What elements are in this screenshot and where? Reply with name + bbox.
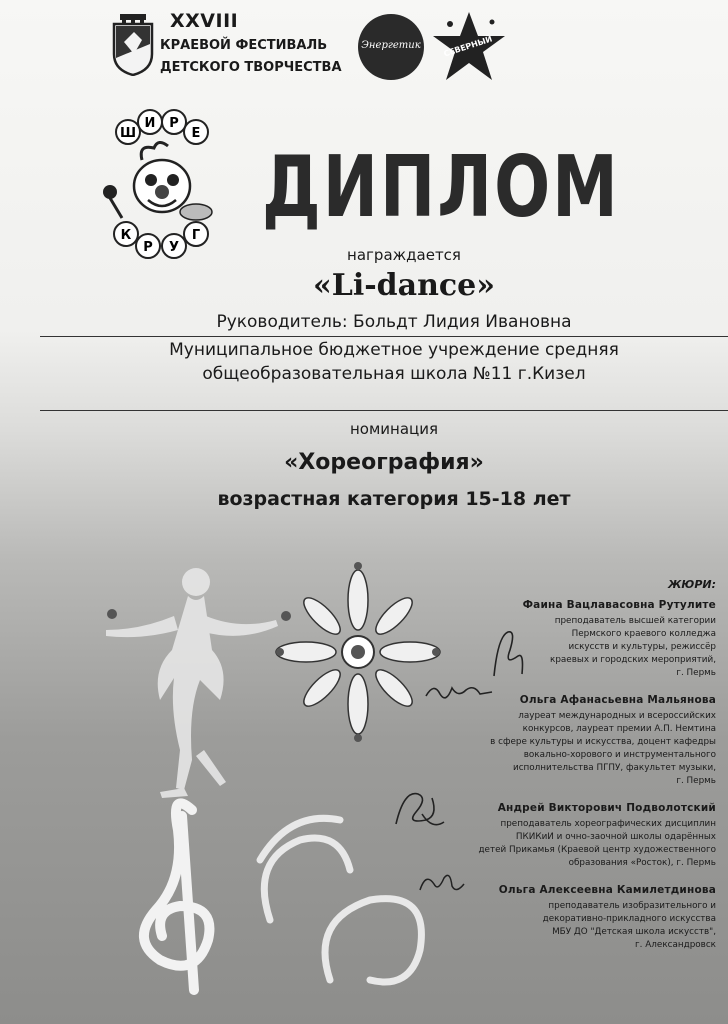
jury-desc-line: в сфере культуры и искусства, доцент кафедры	[490, 737, 716, 747]
jury-member-name: Фаина Вацлавасовна Рутулите	[522, 599, 716, 611]
jury-member-name: Ольга Афанасьевна Мальянова	[519, 694, 716, 706]
jury-desc-line: искусств и культуры, режиссёр	[568, 642, 716, 652]
northern-logo-text: СЕВЕРНЫЙ	[442, 34, 494, 59]
festival-title-line1: КРАЕВОЙ ФЕСТИВАЛЬ	[160, 38, 328, 53]
swirl-ornaments	[260, 818, 421, 982]
shire-krug-clown-logo	[98, 108, 226, 260]
jury-desc-line: преподаватель высшей категории	[554, 616, 716, 626]
jury-desc-line: ПКИКиИ и очно-заочной школы одарённых	[515, 832, 716, 842]
jury-desc-line: образования «Росток), г. Пермь	[568, 858, 716, 868]
ballerina-silhouette	[106, 568, 278, 798]
nomination-label: номинация	[349, 420, 439, 438]
jury-desc-line: Пермского краевого колледжа	[571, 629, 716, 639]
group-name: «Li-dance»	[312, 268, 496, 303]
svg-text:Г: Г	[191, 228, 201, 243]
school-line2: общеобразовательная школа №11 г.Кизел	[202, 364, 586, 384]
festival-title-line2: ДЕТСКОГО ТВОРЧЕСТВА	[160, 60, 342, 75]
signature-mark	[488, 626, 528, 682]
jury-member-description	[426, 818, 716, 870]
energetik-logo-text: Энергетик	[361, 40, 421, 51]
svg-text:Ш: Ш	[119, 126, 137, 141]
jury-member	[426, 884, 716, 952]
jury-desc-line: г. Пермь	[676, 668, 716, 678]
jury-desc-line: конкурсов, лауреат премии А.П. Немтина	[522, 724, 716, 734]
jury-member	[426, 599, 716, 680]
jury-title: ЖЮРИ:	[667, 578, 716, 591]
nomination-title: «Хореография»	[284, 450, 484, 475]
signature-mark	[424, 680, 494, 704]
diploma-title: ДИПЛОМ	[262, 138, 620, 237]
city-coat-of-arms-logo	[112, 14, 154, 76]
jury-desc-line: г. Пермь	[676, 776, 716, 786]
signature-mark	[392, 784, 448, 834]
treble-clef	[144, 803, 210, 990]
jury-desc-line: г. Александровск	[635, 940, 716, 950]
svg-text:К: К	[120, 228, 132, 243]
ornament-flower	[276, 562, 440, 742]
jury-desc-line: преподаватель хореографических дисциплин	[500, 819, 716, 829]
jury-section	[426, 578, 716, 966]
jury-member-description	[426, 900, 716, 952]
svg-text:У: У	[168, 240, 180, 255]
svg-text:Е: Е	[191, 126, 201, 141]
divider-bottom	[40, 410, 728, 411]
jury-member	[426, 694, 716, 788]
svg-text:И: И	[144, 116, 156, 131]
jury-member-description	[426, 710, 716, 788]
signature-mark	[418, 868, 466, 896]
svg-text:Р: Р	[169, 116, 179, 131]
jury-member-name: Ольга Алексеевна Камилетдинова	[498, 884, 716, 896]
jury-member-description	[426, 615, 716, 680]
jury-desc-line: декоративно-прикладного искусства	[542, 914, 716, 924]
energetik-logo	[358, 14, 424, 80]
age-category: возрастная категория 15-18 лет	[217, 488, 571, 510]
jury-desc-line: МБУ ДО "Детская школа искусств",	[552, 927, 716, 937]
jury-desc-line: лауреат международных и всероссийских	[518, 711, 716, 721]
jury-desc-line: преподаватель изобразительного и	[548, 901, 716, 911]
school-line1: Муниципальное бюджетное учреждение средняя	[169, 340, 619, 360]
jury-desc-line: вокально-хорового и инструментального	[523, 750, 716, 760]
jury-member-name: Андрей Викторович Подволотский	[497, 802, 716, 814]
jury-desc-line: краевых и городских мероприятий,	[550, 655, 716, 665]
divider-top	[40, 336, 728, 337]
awarded-label: награждается	[347, 246, 461, 264]
jury-desc-line: детей Прикамья (Краевой центр художественного	[478, 845, 716, 855]
jury-desc-line: исполнительства ПГПУ, факультет музыки,	[513, 763, 716, 773]
jury-member	[426, 802, 716, 870]
festival-numeral: XXVIII	[170, 10, 239, 32]
svg-text:Р: Р	[143, 240, 153, 255]
leader-name: Руководитель: Больдт Лидия Ивановна	[216, 312, 572, 332]
